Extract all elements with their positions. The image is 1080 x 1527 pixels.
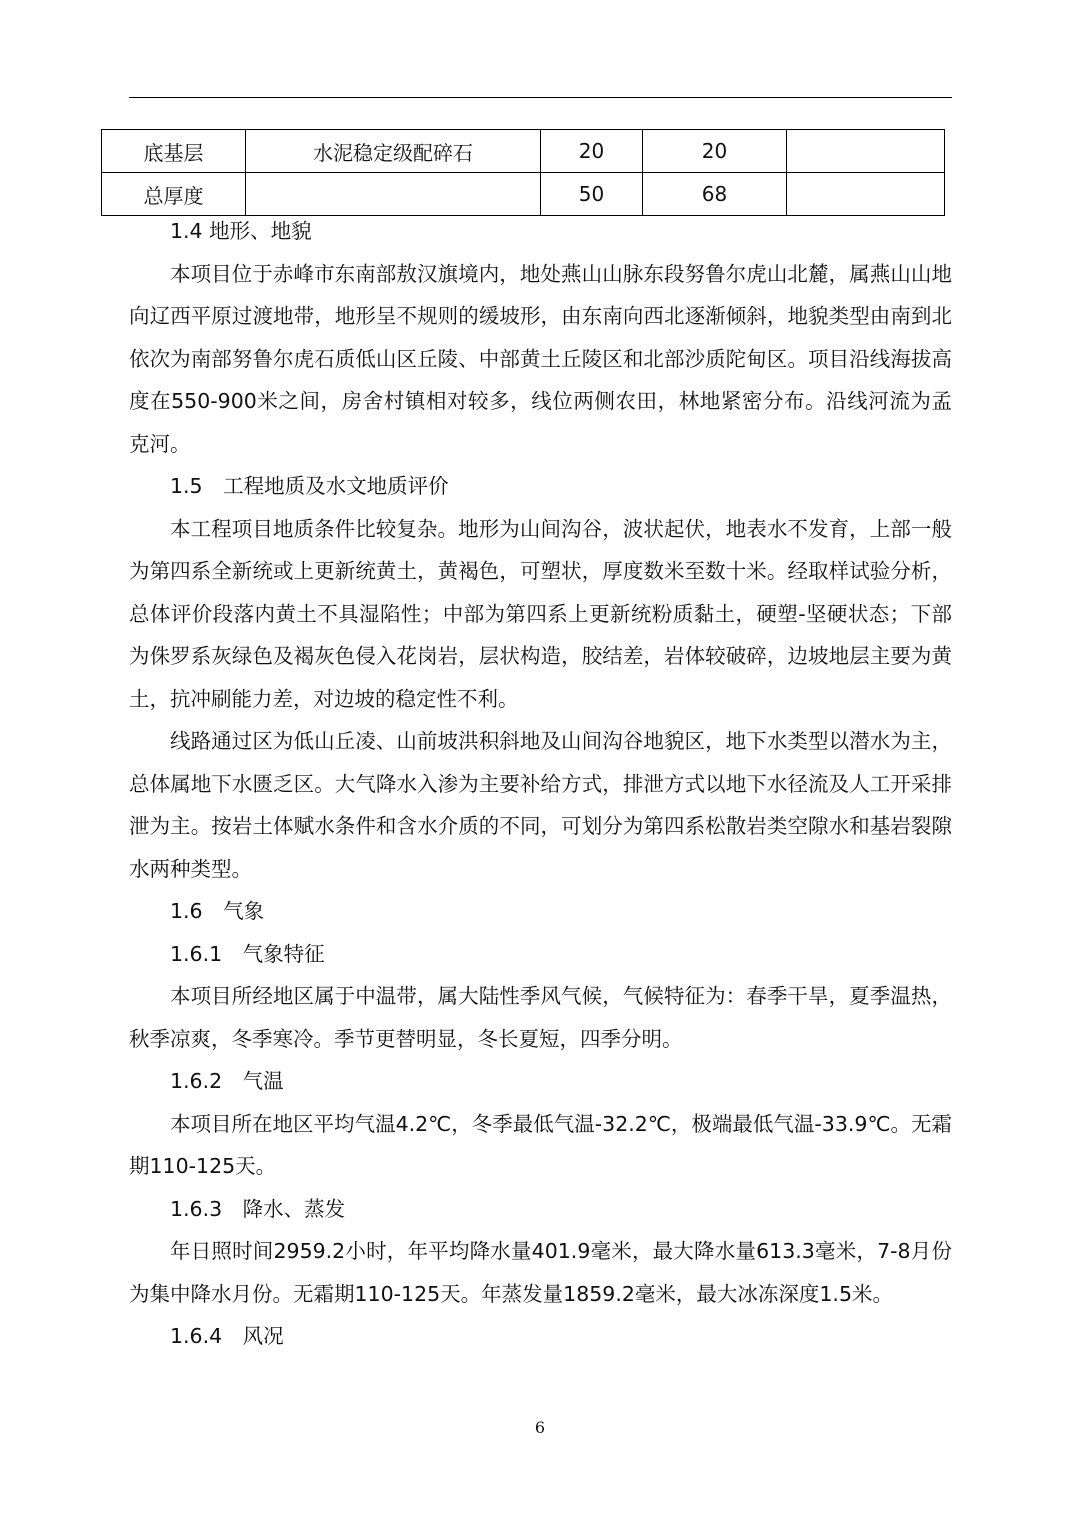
section-heading: 1.6.4 风况 xyxy=(170,1324,284,1348)
section-heading: 1.6 气象 xyxy=(170,899,265,923)
paragraph: 本项目位于赤峰市东南部敖汉旗境内，地处燕山山脉东段努鲁尔虎山北麓，属燕山山地向辽西平原过渡地带，地形呈不规则的缓坡形，由东南向西北逐渐倾斜，地貌类型由南到北依次为南部努鲁尔虎石质低山区丘陵、中部黄土丘陵区和北部沙质陀甸区。项目沿线海拔高度在550-900米之间，房舍村镇相对较多，线位两侧农田，林地紧密分布。沿线河流为孟克河。 xyxy=(129,261,952,456)
table-cell: 20 xyxy=(541,130,643,173)
paragraph: 本项目所经地区属于中温带，属大陆性季风气候，气候特征为：春季干旱，夏季温热，秋季凉爽，冬季寒冷。季节更替明显，冬长夏短，四季分明。 xyxy=(129,984,952,1051)
table-cell: 底基层 xyxy=(102,130,246,173)
page-number: 6 xyxy=(534,1418,546,1437)
table-cell: 总厚度 xyxy=(102,173,246,216)
table-cell: 20 xyxy=(643,130,787,173)
section-heading: 1.4 地形、地貌 xyxy=(170,219,312,243)
table-cell: 水泥稳定级配碎石 xyxy=(246,130,541,173)
paragraph: 本工程项目地质条件比较复杂。地形为山间沟谷，波状起伏，地表水不发育，上部一般为第四系全新统或上更新统黄土，黄褐色，可塑状，厚度数米至数十米。经取样试验分析，总体评价段落内黄土不具湿陷性；中部为第四系上更新统粉质黏土，硬塑-坚硬状态；下部为侏罗系灰绿色及褐灰色侵入花岗岩，层状构造，胶结差，岩体较破碎，边坡地层主要为黄土，抗冲刷能力差，对边坡的稳定性不利。 xyxy=(129,516,952,711)
table-cell: 50 xyxy=(541,173,643,216)
section-heading: 1.6.1 气象特征 xyxy=(170,941,325,966)
document-body xyxy=(129,210,952,1358)
pavement-thickness-table xyxy=(101,129,945,216)
section-heading: 1.6.3 降水、蒸发 xyxy=(170,1196,346,1221)
paragraph: 本项目所在地区平均气温4.2℃，冬季最低气温-32.2℃，极端最低气温-33.9℃。无霜期110-125天。 xyxy=(129,1111,952,1178)
header-rule xyxy=(129,97,952,98)
table-row xyxy=(102,130,945,173)
table-cell xyxy=(787,130,945,173)
table-cell: 68 xyxy=(643,173,787,216)
paragraph: 线路通过区为低山丘凌、山前坡洪积斜地及山间沟谷地貌区，地下水类型以潜水为主，总体属地下水匮乏区。大气降水入渗为主要补给方式，排泄方式以地下水径流及人工开采排泄为主。按岩土体赋水条件和含水介质的不同，可划分为第四系松散岩类空隙水和基岩裂隙水两种类型。 xyxy=(129,729,952,881)
section-heading: 1.5 工程地质及水文地质评价 xyxy=(170,474,449,498)
section-heading: 1.6.2 气温 xyxy=(170,1069,284,1093)
paragraph: 年日照时间2959.2小时，年平均降水量401.9毫米，最大降水量613.3毫米，7-8月份为集中降水月份。无霜期110-125天。年蒸发量1859.2毫米，最大冰冻深度1.5米。 xyxy=(129,1239,952,1306)
